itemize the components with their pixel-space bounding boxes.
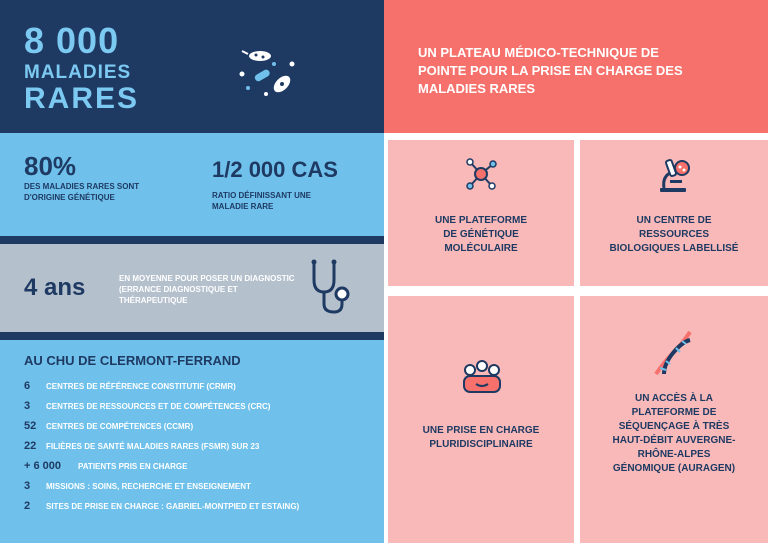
- plateau-title: UN PLATEAU MÉDICO-TECHNIQUE DE POINTE POUR LA PRISE EN CHARGE DES MALADIES RARES: [418, 45, 683, 96]
- item-number: + 6 000: [24, 460, 62, 472]
- item-number: 6: [24, 380, 31, 392]
- team-icon: [460, 356, 504, 396]
- molecule-icon: [464, 156, 498, 192]
- headline-line1: MALADIES: [24, 62, 132, 83]
- dna-icon: [650, 328, 696, 378]
- chu-title: AU CHU DE CLERMONT-FERRAND: [24, 353, 241, 368]
- item-label: CENTRES DE COMPÉTENCES (CCMR): [46, 422, 194, 431]
- card-title-line: SÉQUENÇAGE À TRÈS: [618, 421, 730, 432]
- card-title: [580, 214, 768, 256]
- card-title: [580, 392, 768, 476]
- plateau-header-panel: [384, 0, 768, 133]
- card-title-line: PLATEFORME DE: [631, 407, 717, 418]
- list-item: [24, 440, 260, 452]
- card-title: [388, 214, 574, 256]
- headline-line2: RARES: [24, 82, 140, 115]
- microscope-icon: [656, 156, 692, 194]
- diagnosis-description: EN MOYENNE POUR POSER UN DIAGNOSTIC (ERRANCE DIAGNOSTIQUE ET THÉRAPEUTIQUE: [119, 274, 295, 305]
- headline-panel: [0, 0, 384, 133]
- card-title-line: UN CENTRE DE: [636, 215, 712, 226]
- chu-panel: [0, 340, 384, 543]
- item-label: FILIÈRES DE SANTÉ MALADIES RARES (FSMR) SUR 23: [46, 442, 260, 451]
- diagnosis-years: 4 ans: [24, 274, 86, 301]
- card-title-line: UN ACCÈS À LA: [635, 393, 713, 404]
- card-title: [388, 424, 574, 452]
- item-label: CENTRES DE RÉFÉRENCE CONSTITUTIF (CRMR): [46, 382, 236, 391]
- card-title-line: GÉNOMIQUE (AURAGEN): [612, 463, 736, 474]
- card-multidisciplinary: [388, 296, 574, 543]
- list-item: [24, 500, 300, 512]
- list-item: [24, 480, 251, 492]
- ratio-description: RATIO DÉFINISSANT UNE MALADIE RARE: [212, 191, 311, 211]
- card-title-line: DE GÉNÉTIQUE: [443, 229, 519, 240]
- item-number: 3: [24, 480, 31, 492]
- diagnosis-panel: [0, 244, 384, 332]
- item-label: PATIENTS PRIS EN CHARGE: [78, 462, 188, 471]
- card-genetics: [388, 140, 574, 286]
- card-title-line: PLURIDISCIPLINAIRE: [429, 439, 533, 450]
- card-title-line: MOLÉCULAIRE: [444, 243, 518, 254]
- card-title-line: HAUT-DÉBIT AUVERGNE-: [612, 435, 736, 446]
- list-item: [24, 460, 188, 472]
- card-title-line: RESSOURCES: [638, 229, 709, 240]
- item-number: 52: [24, 420, 37, 432]
- stats-panel: [0, 133, 384, 236]
- item-number: 2: [24, 500, 31, 512]
- stethoscope-icon: [306, 258, 354, 318]
- item-number: 3: [24, 400, 31, 412]
- item-label: MISSIONS : SOINS, RECHERCHE ET ENSEIGNEMENT: [46, 482, 251, 491]
- list-item: [24, 380, 236, 392]
- genetic-description: DES MALADIES RARES SONT D'ORIGINE GÉNÉTIQUE: [24, 182, 140, 202]
- headline-number: 8 000: [24, 20, 120, 61]
- item-label: CENTRES DE RESSOURCES ET DE COMPÉTENCES (CRC): [46, 402, 271, 411]
- card-sequencing: [580, 296, 768, 543]
- card-biobank: [580, 140, 768, 286]
- card-title-line: BIOLOGIQUES LABELLISÉ: [609, 243, 739, 254]
- genetic-percentage: 80%: [24, 151, 77, 181]
- ratio-value: 1/2 000 CAS: [212, 157, 338, 182]
- divider: [0, 236, 384, 244]
- card-title-line: UNE PLATEFORME: [434, 215, 528, 226]
- divider: [0, 332, 384, 340]
- card-title-line: RHÔNE-ALPES: [637, 449, 711, 460]
- bacteria-icon: [232, 40, 302, 106]
- list-item: [24, 420, 194, 432]
- item-number: 22: [24, 440, 37, 452]
- card-title-line: UNE PRISE EN CHARGE: [422, 425, 540, 436]
- item-label: SITES DE PRISE EN CHARGE : GABRIEL-MONTPIED ET ESTAING): [46, 502, 300, 511]
- list-item: [24, 400, 271, 412]
